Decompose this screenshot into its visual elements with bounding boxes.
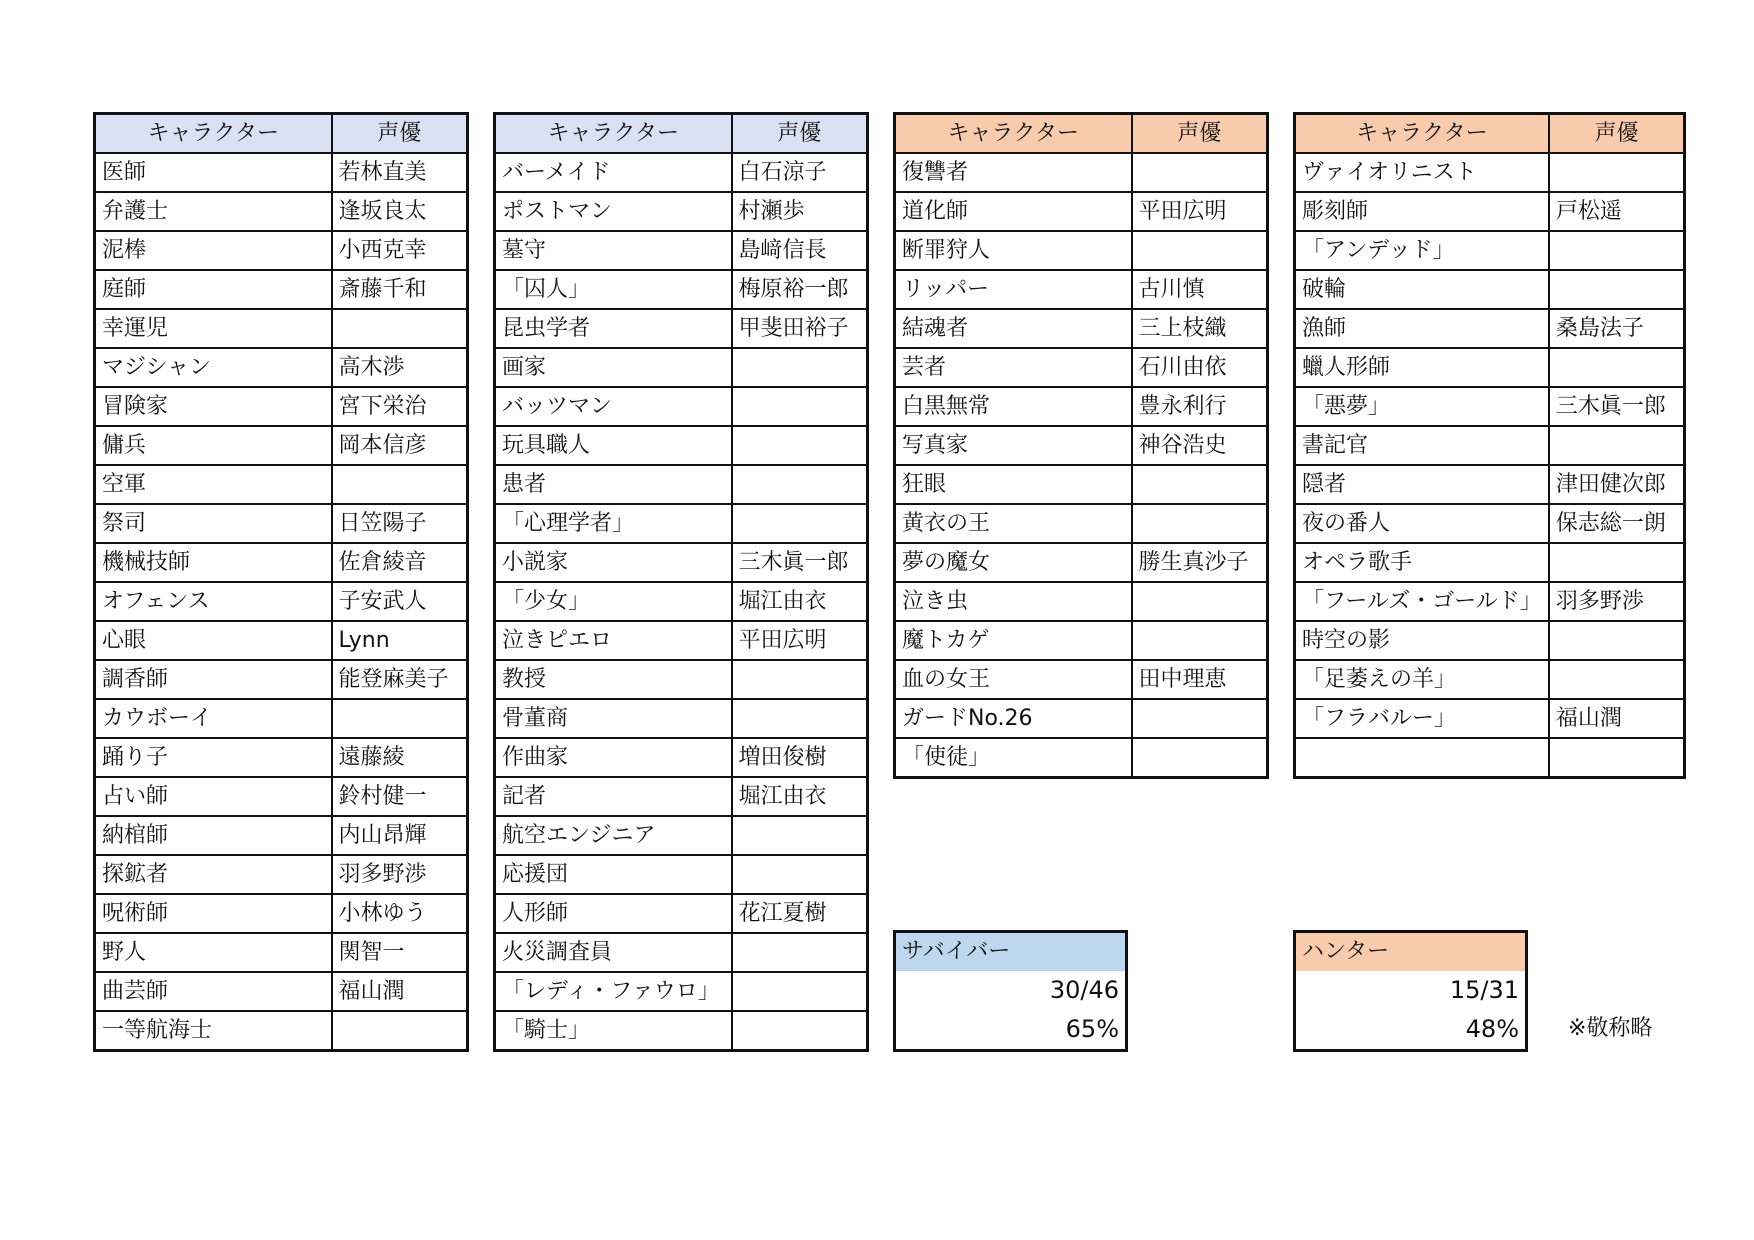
table-row <box>1295 270 1685 309</box>
table-row <box>95 933 468 972</box>
table-row <box>1295 582 1685 621</box>
survivor-summary-label: サバイバー <box>896 933 1125 971</box>
voice-actor-cell: 花江夏樹 <box>732 894 868 933</box>
voice-actor-cell: 古川慎 <box>1132 270 1268 309</box>
table-row <box>95 660 468 699</box>
character-column-header: キャラクター <box>895 114 1132 154</box>
voice-actor-cell: 桑島法子 <box>1549 309 1685 348</box>
voice-actor-cell: 日笠陽子 <box>332 504 468 543</box>
honorific-omitted-note: ※敬称略 <box>1568 1016 1653 1041</box>
voice-actor-cell <box>1132 504 1268 543</box>
character-name-cell: 破輪 <box>1295 270 1549 309</box>
voice-actor-cell <box>332 1011 468 1051</box>
character-name-cell: 断罪狩人 <box>895 231 1132 270</box>
character-name-cell: 曲芸師 <box>95 972 332 1011</box>
character-name-cell: 骨董商 <box>495 699 732 738</box>
character-name-cell: バーメイド <box>495 153 732 192</box>
voice-actor-cell: 三上枝織 <box>1132 309 1268 348</box>
voice-actor-cell: 能登麻美子 <box>332 660 468 699</box>
voice-actor-cell: 梅原裕一郎 <box>732 270 868 309</box>
voice-actor-cell: 戸松遥 <box>1549 192 1685 231</box>
table-row <box>1295 426 1685 465</box>
table-row <box>1295 465 1685 504</box>
character-name-cell: リッパー <box>895 270 1132 309</box>
voice-actor-cell <box>1549 738 1685 778</box>
character-name-cell: 彫刻師 <box>1295 192 1549 231</box>
hunter-summary-count: 15/31 <box>1449 976 1519 1004</box>
table-row <box>895 699 1268 738</box>
table-row <box>895 660 1268 699</box>
voice-actor-cell: 保志総一朗 <box>1549 504 1685 543</box>
character-name-cell <box>1295 738 1549 778</box>
voice-actor-cell <box>1549 621 1685 660</box>
table-row <box>495 309 868 348</box>
character-name-cell: 復讐者 <box>895 153 1132 192</box>
hunter-summary <box>1293 930 1528 1052</box>
table-header-row <box>1295 114 1685 154</box>
character-name-cell: 昆虫学者 <box>495 309 732 348</box>
voice-actor-cell: 三木眞一郎 <box>1549 387 1685 426</box>
voice-actor-cell <box>1549 660 1685 699</box>
table-row <box>495 153 868 192</box>
voice-actor-cell <box>332 699 468 738</box>
table-row <box>95 855 468 894</box>
voice-actor-cell <box>732 933 868 972</box>
table-row <box>495 738 868 777</box>
hunter-summary-percent: 48% <box>1465 1015 1519 1043</box>
table-row <box>895 387 1268 426</box>
character-name-cell: 一等航海士 <box>95 1011 332 1051</box>
table-row <box>495 387 868 426</box>
character-name-cell: 墓守 <box>495 231 732 270</box>
character-name-cell: 幸運児 <box>95 309 332 348</box>
table-row <box>1295 543 1685 582</box>
table-row <box>95 270 468 309</box>
character-name-cell: 時空の影 <box>1295 621 1549 660</box>
character-name-cell: 道化師 <box>895 192 1132 231</box>
voice-actor-cell <box>732 699 868 738</box>
character-name-cell: バッツマン <box>495 387 732 426</box>
voice-actor-cell: 田中理恵 <box>1132 660 1268 699</box>
hunter-summary-label: ハンター <box>1296 933 1525 971</box>
voice-actor-cell: 石川由依 <box>1132 348 1268 387</box>
table-row <box>895 738 1268 778</box>
character-name-cell: カウボーイ <box>95 699 332 738</box>
hunter-voice-table-1 <box>893 112 1269 779</box>
voice-actor-cell: 平田広明 <box>1132 192 1268 231</box>
voice-actor-cell <box>332 465 468 504</box>
voice-actor-cell: 平田広明 <box>732 621 868 660</box>
voice-actor-cell <box>1132 465 1268 504</box>
character-name-cell: 血の女王 <box>895 660 1132 699</box>
table-row <box>495 933 868 972</box>
character-name-cell: 黄衣の王 <box>895 504 1132 543</box>
table-header-row <box>95 114 468 154</box>
table-row <box>895 426 1268 465</box>
table-row <box>1295 153 1685 192</box>
table-row <box>95 153 468 192</box>
table-row <box>495 231 868 270</box>
character-column-header: キャラクター <box>95 114 332 154</box>
table-row <box>1295 504 1685 543</box>
voice-actor-cell: 福山潤 <box>332 972 468 1011</box>
character-name-cell: 機械技師 <box>95 543 332 582</box>
character-name-cell: 夢の魔女 <box>895 543 1132 582</box>
table-row <box>495 582 868 621</box>
character-name-cell: 泣き虫 <box>895 582 1132 621</box>
table-row <box>95 1011 468 1051</box>
voice-actor-cell: 小西克幸 <box>332 231 468 270</box>
table-row <box>495 816 868 855</box>
table-row <box>1295 621 1685 660</box>
table-row <box>1295 660 1685 699</box>
voice-actor-cell <box>732 348 868 387</box>
table-row <box>95 699 468 738</box>
table-row <box>95 426 468 465</box>
survivor-summary-count: 30/46 <box>1049 976 1119 1004</box>
table-row <box>495 621 868 660</box>
character-name-cell: 「足萎えの羊」 <box>1295 660 1549 699</box>
character-name-cell: 調香師 <box>95 660 332 699</box>
character-name-cell: 踊り子 <box>95 738 332 777</box>
voice-actor-cell <box>732 855 868 894</box>
table-row <box>495 972 868 1011</box>
table-row <box>495 660 868 699</box>
voice-actor-cell: 岡本信彦 <box>332 426 468 465</box>
voice-actor-cell: 堀江由衣 <box>732 777 868 816</box>
voice-actor-cell: 白石涼子 <box>732 153 868 192</box>
table-row <box>95 621 468 660</box>
table-row <box>495 699 868 738</box>
table-row <box>95 543 468 582</box>
voice-actor-column-header: 声優 <box>332 114 468 154</box>
voice-actor-cell <box>732 465 868 504</box>
character-name-cell: 芸者 <box>895 348 1132 387</box>
table-row <box>495 543 868 582</box>
voice-actor-cell <box>732 426 868 465</box>
voice-actor-cell <box>1132 621 1268 660</box>
voice-actor-cell: 若林直美 <box>332 153 468 192</box>
table-row <box>95 582 468 621</box>
voice-actor-column-header: 声優 <box>1132 114 1268 154</box>
voice-actor-cell: 羽多野渉 <box>332 855 468 894</box>
voice-actor-cell: 逢坂良太 <box>332 192 468 231</box>
character-name-cell: 魔トカゲ <box>895 621 1132 660</box>
voice-actor-cell <box>732 660 868 699</box>
character-name-cell: 蠟人形師 <box>1295 348 1549 387</box>
character-name-cell: 白黒無常 <box>895 387 1132 426</box>
character-name-cell: 「悪夢」 <box>1295 387 1549 426</box>
voice-actor-cell: 島﨑信長 <box>732 231 868 270</box>
voice-actor-cell <box>1132 582 1268 621</box>
voice-actor-cell <box>332 309 468 348</box>
table-row <box>495 426 868 465</box>
table-row <box>95 387 468 426</box>
character-name-cell: 画家 <box>495 348 732 387</box>
voice-actor-cell: 宮下栄治 <box>332 387 468 426</box>
character-name-cell: 「囚人」 <box>495 270 732 309</box>
survivor-summary-percent: 65% <box>1065 1015 1119 1043</box>
survivor-voice-table-1 <box>93 112 469 1052</box>
character-name-cell: 野人 <box>95 933 332 972</box>
character-name-cell: 「フラバルー」 <box>1295 699 1549 738</box>
voice-actor-cell: 佐倉綾音 <box>332 543 468 582</box>
table-row <box>1295 192 1685 231</box>
table-row <box>495 192 868 231</box>
voice-actor-cell: 増田俊樹 <box>732 738 868 777</box>
voice-actor-cell: 福山潤 <box>1549 699 1685 738</box>
character-name-cell: 写真家 <box>895 426 1132 465</box>
voice-actor-cell: 羽多野渉 <box>1549 582 1685 621</box>
voice-actor-cell: 甲斐田裕子 <box>732 309 868 348</box>
character-name-cell: 泥棒 <box>95 231 332 270</box>
character-name-cell: 冒険家 <box>95 387 332 426</box>
table-row <box>895 465 1268 504</box>
character-name-cell: 心眼 <box>95 621 332 660</box>
character-column-header: キャラクター <box>495 114 732 154</box>
character-name-cell: 空軍 <box>95 465 332 504</box>
voice-actor-cell: 斎藤千和 <box>332 270 468 309</box>
table-row <box>95 738 468 777</box>
table-row <box>95 465 468 504</box>
voice-actor-cell <box>1549 426 1685 465</box>
character-name-cell: 人形師 <box>495 894 732 933</box>
table-header-row <box>495 114 868 154</box>
table-row <box>495 465 868 504</box>
voice-actor-cell <box>732 816 868 855</box>
voice-actor-cell: 堀江由衣 <box>732 582 868 621</box>
character-name-cell: 隠者 <box>1295 465 1549 504</box>
character-name-cell: ポストマン <box>495 192 732 231</box>
voice-actor-cell: 勝生真沙子 <box>1132 543 1268 582</box>
table-row <box>95 231 468 270</box>
voice-actor-cell <box>732 972 868 1011</box>
voice-actor-cell: 村瀬歩 <box>732 192 868 231</box>
hunter-voice-table-2 <box>1293 112 1686 779</box>
table-row <box>95 309 468 348</box>
character-name-cell: 「アンデッド」 <box>1295 231 1549 270</box>
character-name-cell: 漁師 <box>1295 309 1549 348</box>
table-row <box>895 621 1268 660</box>
voice-actor-cell: 子安武人 <box>332 582 468 621</box>
character-name-cell: 玩具職人 <box>495 426 732 465</box>
voice-actor-cell <box>1549 231 1685 270</box>
character-name-cell: 小説家 <box>495 543 732 582</box>
voice-actor-cell <box>1132 153 1268 192</box>
character-name-cell: ヴァイオリニスト <box>1295 153 1549 192</box>
table-row <box>895 309 1268 348</box>
voice-actor-cell <box>1549 153 1685 192</box>
character-name-cell: 患者 <box>495 465 732 504</box>
voice-actor-cell: 津田健次郎 <box>1549 465 1685 504</box>
table-row <box>95 777 468 816</box>
table-row <box>1295 348 1685 387</box>
character-name-cell: 夜の番人 <box>1295 504 1549 543</box>
character-name-cell: 教授 <box>495 660 732 699</box>
character-name-cell: 納棺師 <box>95 816 332 855</box>
character-name-cell: 庭師 <box>95 270 332 309</box>
table-row <box>895 231 1268 270</box>
character-name-cell: 泣きピエロ <box>495 621 732 660</box>
table-row <box>895 582 1268 621</box>
voice-actor-cell <box>1132 231 1268 270</box>
character-name-cell: 応援団 <box>495 855 732 894</box>
character-name-cell: 記者 <box>495 777 732 816</box>
character-name-cell: 探鉱者 <box>95 855 332 894</box>
voice-actor-cell <box>1549 543 1685 582</box>
table-row <box>895 153 1268 192</box>
voice-actor-column-header: 声優 <box>1549 114 1685 154</box>
voice-actor-cell <box>732 504 868 543</box>
character-name-cell: 医師 <box>95 153 332 192</box>
table-row <box>1295 738 1685 778</box>
table-row <box>495 270 868 309</box>
character-name-cell: オフェンス <box>95 582 332 621</box>
character-name-cell: 火災調査員 <box>495 933 732 972</box>
voice-actor-cell <box>1549 348 1685 387</box>
table-row <box>1295 387 1685 426</box>
character-name-cell: ガードNo.26 <box>895 699 1132 738</box>
table-row <box>895 192 1268 231</box>
character-name-cell: 狂眼 <box>895 465 1132 504</box>
voice-actor-cell: 鈴村健一 <box>332 777 468 816</box>
character-name-cell: 「少女」 <box>495 582 732 621</box>
table-header-row <box>895 114 1268 154</box>
character-name-cell: 「心理学者」 <box>495 504 732 543</box>
table-row <box>495 348 868 387</box>
table-row <box>495 777 868 816</box>
character-name-cell: オペラ歌手 <box>1295 543 1549 582</box>
voice-actor-cell <box>1549 270 1685 309</box>
table-row <box>495 504 868 543</box>
character-column-header: キャラクター <box>1295 114 1549 154</box>
voice-actor-cell: 豊永利行 <box>1132 387 1268 426</box>
table-row <box>95 504 468 543</box>
voice-actor-column-header: 声優 <box>732 114 868 154</box>
character-name-cell: 「使徒」 <box>895 738 1132 778</box>
table-row <box>95 972 468 1011</box>
character-name-cell: 「フールズ・ゴールド」 <box>1295 582 1549 621</box>
voice-actor-cell: 高木渉 <box>332 348 468 387</box>
character-name-cell: マジシャン <box>95 348 332 387</box>
character-name-cell: 弁護士 <box>95 192 332 231</box>
table-row <box>95 348 468 387</box>
voice-actor-cell <box>732 1011 868 1051</box>
voice-actor-cell: 内山昂輝 <box>332 816 468 855</box>
voice-actor-cell: 神谷浩史 <box>1132 426 1268 465</box>
voice-actor-cell: 小林ゆう <box>332 894 468 933</box>
table-row <box>895 348 1268 387</box>
table-row <box>495 894 868 933</box>
character-name-cell: 航空エンジニア <box>495 816 732 855</box>
voice-actor-cell: 三木眞一郎 <box>732 543 868 582</box>
survivor-summary <box>893 930 1128 1052</box>
character-name-cell: 「レディ・ファウロ」 <box>495 972 732 1011</box>
voice-actor-cell <box>1132 699 1268 738</box>
character-name-cell: 呪術師 <box>95 894 332 933</box>
survivor-voice-table-2 <box>493 112 869 1052</box>
character-name-cell: 作曲家 <box>495 738 732 777</box>
table-row <box>895 543 1268 582</box>
voice-actor-cell: 関智一 <box>332 933 468 972</box>
table-row <box>895 270 1268 309</box>
character-name-cell: 祭司 <box>95 504 332 543</box>
character-name-cell: 結魂者 <box>895 309 1132 348</box>
table-row <box>1295 309 1685 348</box>
table-row <box>1295 231 1685 270</box>
table-row <box>95 894 468 933</box>
character-name-cell: 傭兵 <box>95 426 332 465</box>
table-row <box>1295 699 1685 738</box>
table-row <box>95 816 468 855</box>
voice-actor-cell: Lynn <box>332 621 468 660</box>
table-row <box>495 1011 868 1051</box>
table-row <box>895 504 1268 543</box>
table-row <box>495 855 868 894</box>
character-name-cell: 占い師 <box>95 777 332 816</box>
character-name-cell: 書記官 <box>1295 426 1549 465</box>
character-name-cell: 「騎士」 <box>495 1011 732 1051</box>
voice-actor-cell <box>732 387 868 426</box>
voice-actor-cell: 遠藤綾 <box>332 738 468 777</box>
table-row <box>95 192 468 231</box>
voice-actor-cell <box>1132 738 1268 778</box>
